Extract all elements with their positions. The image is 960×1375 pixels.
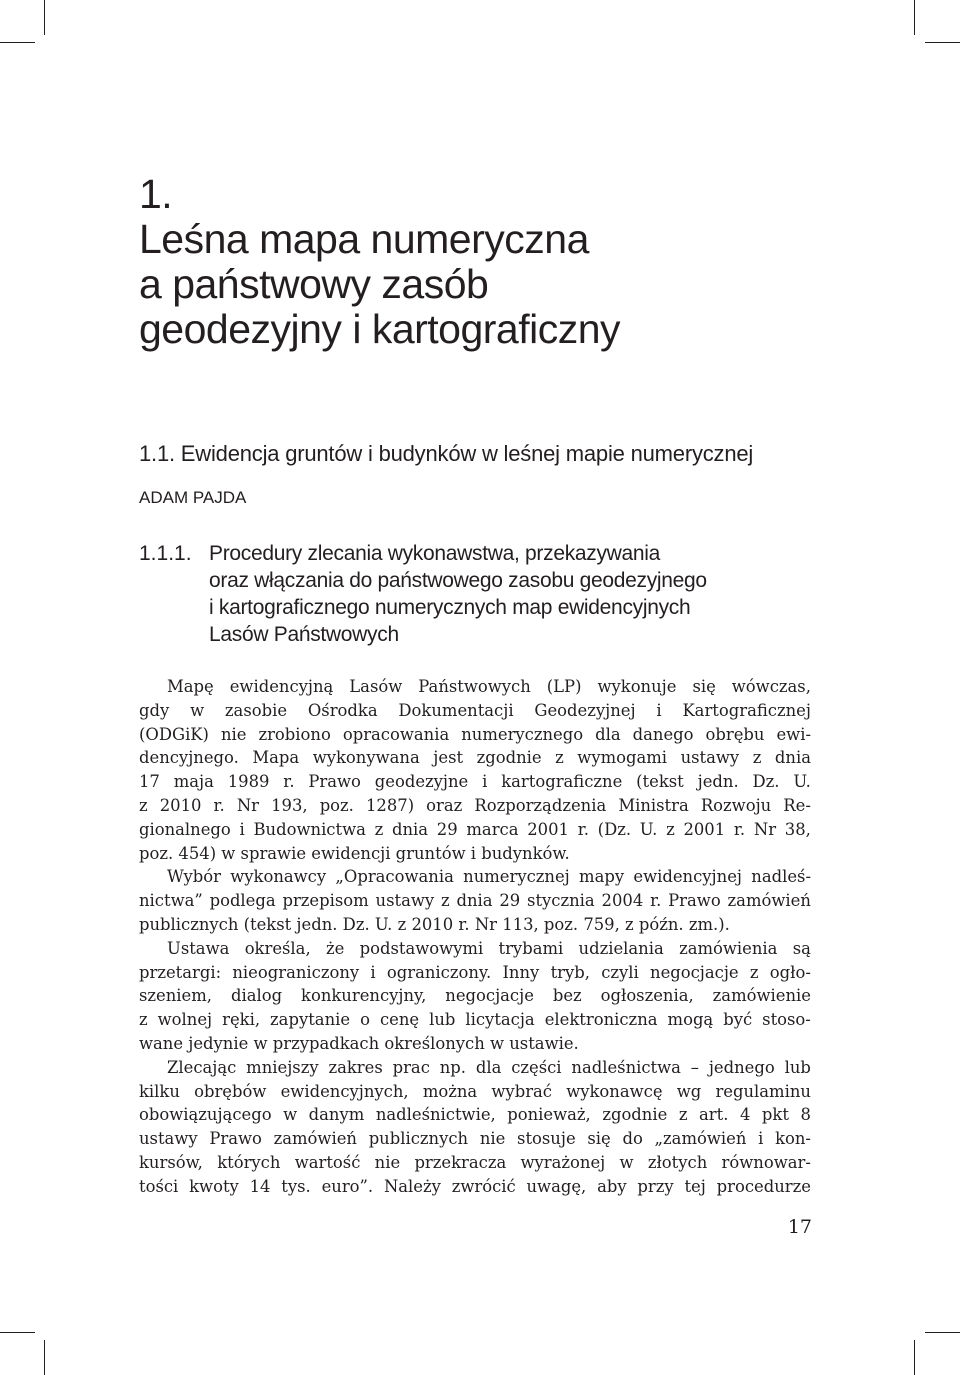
body-line: Wybór wykonawcy „Opracowania numerycznej mapy ewidencyjnej nadleś-	[167, 867, 811, 887]
body-line: ustawy Prawo zamówień publicznych nie stosuje się do „zamówień i kon-	[139, 1129, 811, 1149]
body-line: publicznych (tekst jedn. Dz. U. z 2010 r. Nr 113, poz. 759, z późn. zm.).	[139, 914, 730, 934]
crop-mark-bottom-right	[914, 1340, 915, 1375]
crop-mark-top-left	[44, 0, 45, 35]
subsection-heading	[139, 540, 707, 648]
subsection-title-line: Procedury zlecania wykonawstwa, przekazywania	[209, 542, 661, 565]
body-line: Ustawa określa, że podstawowymi trybami udzielania zamówienia są	[167, 938, 811, 958]
section-heading: 1.1. Ewidencja gruntów i budynków w leśnej mapie numerycznej	[139, 441, 754, 466]
crop-mark-bottom-left-horizontal	[0, 1332, 35, 1333]
author-name: ADAM PAJDA	[139, 488, 247, 507]
page-number: 17	[787, 1216, 812, 1238]
body-line: szeniem, dialog konkurencyjny, negocjacje bez ogłoszenia, zamówienie	[139, 986, 811, 1006]
body-line: gionalnego i Budownictwa z dnia 29 marca 2001 r. (Dz. U. z 2001 r. Nr 38,	[139, 819, 811, 839]
crop-mark-top-left-horizontal	[0, 42, 35, 43]
chapter-title-line: a państwowy zasób	[139, 261, 489, 307]
body-line: dencyjnego. Mapa wykonywana jest zgodnie z wymogami ustawy z dnia	[139, 748, 811, 768]
body-line: kilku obrębów ewidencyjnych, można wybrać wykonawcę wg regulaminu	[139, 1081, 811, 1101]
body-line: przetargi: nieograniczony i ograniczony. Inny tryb, czyli negocjacje z ogło-	[139, 962, 811, 982]
body-line: Zlecając mniejszy zakres prac np. dla części nadleśnictwa – jednego lub	[167, 1057, 811, 1077]
body-line: z wolnej ręki, zapytanie o cenę lub licytacja elektroniczna mogą być stoso-	[139, 1010, 811, 1030]
crop-mark-top-right-horizontal	[925, 42, 960, 43]
body-line: wane jedynie w przypadkach określonych w ustawie.	[139, 1033, 579, 1053]
body-line: (ODGiK) nie zrobiono opracowania numerycznego dla danego obrębu ewi-	[139, 724, 811, 744]
subsection-title-line: Lasów Państwowych	[209, 623, 399, 646]
subsection-title-line: oraz włączania do państwowego zasobu geodezyjnego	[209, 569, 707, 592]
crop-mark-top-right	[914, 0, 915, 35]
chapter-number: 1.	[139, 171, 173, 217]
subsection-title-line: i kartograficznego numerycznych map ewidencyjnych	[209, 596, 691, 619]
crop-mark-bottom-left	[44, 1340, 45, 1375]
subsection-number: 1.1.1.	[139, 542, 192, 565]
chapter-title-line: geodezyjny i kartograficzny	[139, 306, 621, 352]
chapter-title	[139, 172, 839, 352]
body-line: kursów, których wartość nie przekracza wyrażonej w złotych równowar-	[139, 1152, 811, 1172]
body-text	[139, 675, 811, 1199]
body-line: 17 maja 1989 r. Prawo geodezyjne i kartograficzne (tekst jedn. Dz. U.	[139, 772, 811, 792]
body-line: tości kwoty 14 tys. euro”. Należy zwrócić uwagę, aby przy tej procedurze	[139, 1176, 811, 1196]
body-line: z 2010 r. Nr 193, poz. 1287) oraz Rozporządzenia Ministra Rozwoju Re-	[139, 795, 811, 815]
crop-mark-bottom-right-horizontal	[925, 1332, 960, 1333]
body-line: poz. 454) w sprawie ewidencji gruntów i budynków.	[139, 843, 570, 863]
body-line: gdy w zasobie Ośrodka Dokumentacji Geodezyjnej i Kartograficznej	[139, 700, 811, 720]
body-line: Mapę ewidencyjną Lasów Państwowych (LP) wykonuje się wówczas,	[167, 677, 811, 696]
chapter-title-line: Leśna mapa numeryczna	[139, 216, 589, 262]
body-line: nictwa” podlega przepisom ustawy z dnia 29 stycznia 2004 r. Prawo zamówień	[139, 891, 811, 911]
body-line: obowiązującego w danym nadleśnictwie, ponieważ, zgodnie z art. 4 pkt 8	[139, 1105, 811, 1125]
